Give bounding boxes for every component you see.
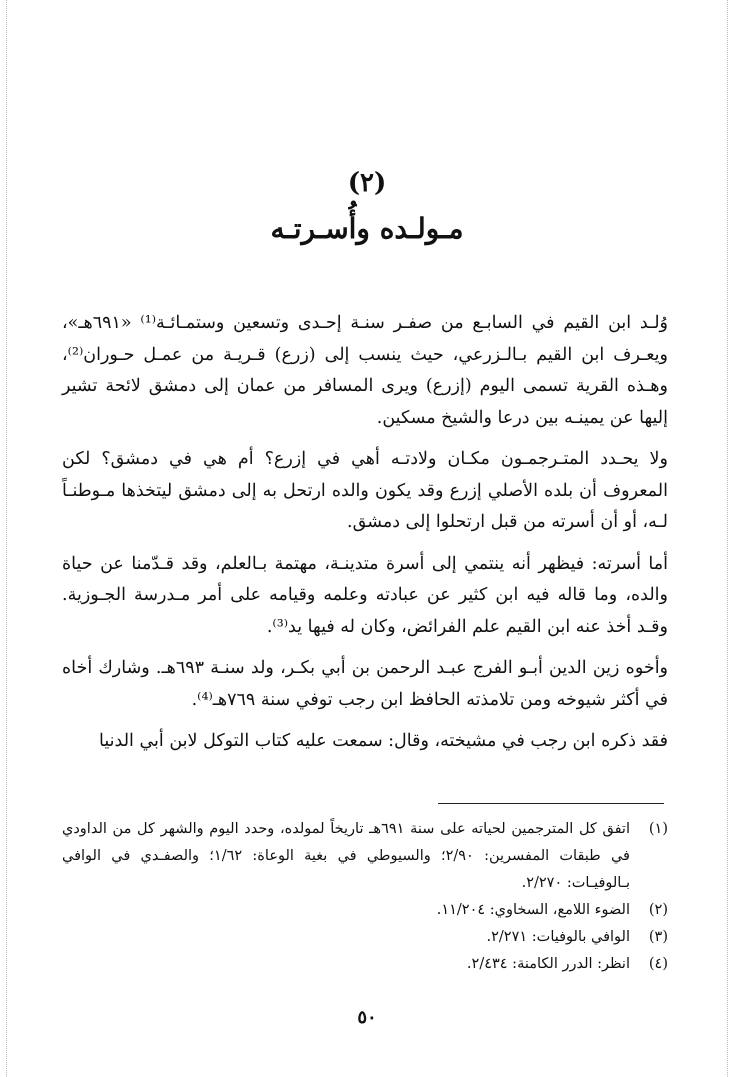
- paragraph-birth: وُلـد ابن القيم في السابـع من صفـر سنـة إحـدى وتسعين وستمـائـة⁽¹⁾ «٦٩١هـ»، ويعـرف ابن القيم بـالـزرعي، حيث ينسب إلى (زرع) قـريـة من عمـل حـوران⁽²⁾، وهـذه القرية تسمى اليوم (إزرع) ويرى المسافر من عمان إلى دمشق لائحة تشير إليها عن يمينـه بين درعا والشيخ مسكين.: [62, 313, 668, 428]
- page-number: ٥٠: [357, 1007, 377, 1028]
- footnote-item: [62, 897, 668, 924]
- chapter-number: (٢): [347, 168, 387, 198]
- footnotes-list: [62, 816, 668, 978]
- paragraph-brother: وأخوه زين الدين أبـو الفرج عبـد الرحمن بن أبي بكـر، ولد سنـة ٦٩٣هـ. وشارك أخاه في أكثر شيوخه ومن تلامذته الحافظ ابن رجب توفي سنة ٧٦٩هـ⁽⁴⁾.: [62, 658, 669, 710]
- footnote-text: اتفق كل المترجمين لحياته على سنة ٦٩١هـ تاريخاً لمولده، وحدد اليوم والشهر كل من الداودي في طبقات المفسرين: ٢/٩٠؛ والسيوطي في بغية الوعاة: ١/٦٢؛ والصفـدي في الوافي بـالوفيـات: ٢/٢٧٠.: [62, 821, 630, 891]
- right-margin-dots: [727, 0, 728, 1077]
- footnote-separator: [438, 803, 664, 804]
- body-text: [62, 308, 668, 768]
- chapter-title: مـولـده وأُسـرتـه: [270, 212, 464, 245]
- paragraph-family: أما أسرته: فيظهر أنه ينتمي إلى أسرة متدينـة، مهتمة بـالعلم، وقد قـدّمنا عن حياة والده، وما قاله فيه ابن كثير عن عبادته وعلمه وقيامه على أمر مـدرسة الجـوزية. وقـد أخذ عنه ابن القيم علم الفرائض، وكان له فيها يد⁽³⁾.: [62, 553, 668, 637]
- paragraph-birthplace: ولا يحـدد المتـرجمـون مكـان ولادتـه أهي في إزرع؟ أم هي في دمشق؟ لكن المعروف أن بلده الأصلي إزرع وقد يكون والده ارتحل به إلى دمشق ليتخذها مـوطنـاً لـه، أو أن أسرته من قبل ارتحلوا إلى دمشق.: [62, 449, 668, 532]
- footnote-text: الضوء اللامع، السخاوي: ١١/٢٠٤.: [436, 902, 630, 918]
- footnote-number: (١): [648, 821, 668, 837]
- footnote-text: انظر: الدرر الكامنة: ٢/٤٣٤.: [466, 956, 630, 972]
- footnote-item: [62, 951, 668, 978]
- footnote-text: الوافي بالوفيات: ٢/٢٧١.: [486, 929, 630, 945]
- footnote-number: (٢): [648, 902, 668, 918]
- paragraph-ibn-rajab: فقد ذكره ابن رجب في مشيخته، وقال: سمعت عليه كتاب التوكل لابن أبي الدنيا: [99, 731, 668, 751]
- footnote-number: (٤): [648, 956, 668, 972]
- footnote-item: [62, 924, 668, 951]
- left-margin-dots: [6, 0, 7, 1077]
- footnote-number: (٣): [648, 929, 668, 945]
- footnote-item: [62, 816, 668, 897]
